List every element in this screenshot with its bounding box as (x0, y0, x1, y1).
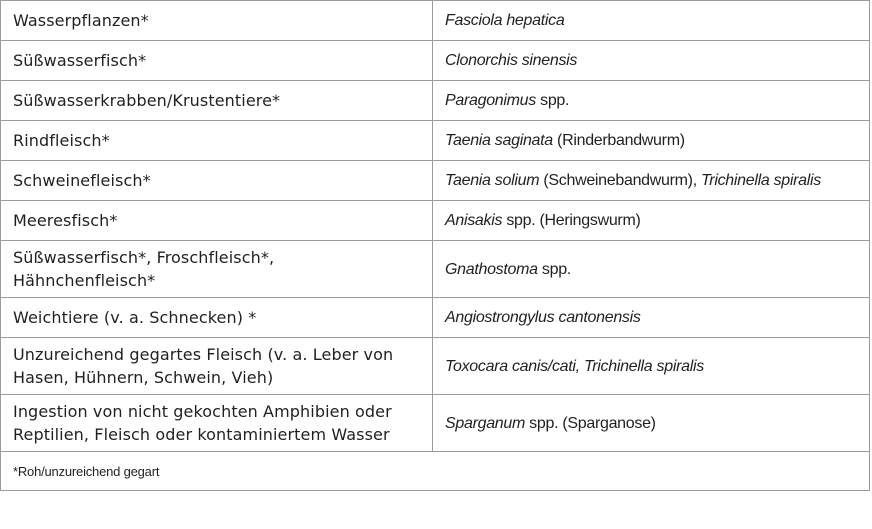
pathogen-cell (433, 338, 870, 395)
pathogen-part: Gnathostoma (445, 260, 538, 278)
pathogen-part: (Rinderbandwurm) (552, 132, 685, 149)
table-row (1, 41, 870, 81)
pathogen-cell (433, 81, 870, 121)
table-row (1, 81, 870, 121)
pathogen-cell (433, 41, 870, 81)
source-cell: Meeresfisch* (1, 201, 433, 241)
pathogen-part: spp. (537, 260, 571, 278)
pathogen-part: Trichinella spiralis (701, 172, 821, 189)
pathogen-part: Angiostrongylus cantonensis (445, 309, 641, 326)
pathogen-cell (433, 161, 870, 201)
pathogen-cell (433, 395, 870, 452)
table-row (1, 241, 870, 298)
table-row (1, 161, 870, 201)
pathogen-cell (433, 298, 870, 338)
source-cell: Unzureichend gegartes Fleisch (v. a. Leber von Hasen, Hühnern, Schwein, Vieh) (1, 338, 433, 395)
table-row (1, 1, 870, 41)
pathogen-cell (433, 241, 870, 298)
source-cell: Wasserpflanzen* (1, 1, 433, 41)
table-row (1, 395, 870, 452)
pathogen-part: Taenia saginata (445, 132, 553, 149)
pathogen-cell (433, 201, 870, 241)
table-row (1, 298, 870, 338)
source-cell: Süßwasserfisch* (1, 41, 433, 81)
pathogen-part: Taenia solium (445, 172, 540, 189)
footnote-row (1, 452, 870, 491)
table-row (1, 121, 870, 161)
pathogen-part: Toxocara canis/cati, Trichinella spiralis (445, 357, 704, 375)
pathogen-part: Clonorchis sinensis (445, 52, 578, 69)
source-cell: Weichtiere (v. a. Schnecken) * (1, 298, 433, 338)
pathogen-part: spp. (Sparganose) (525, 414, 656, 432)
pathogen-part: spp. (535, 92, 570, 109)
source-cell: Schweinefleisch* (1, 161, 433, 201)
table-row (1, 201, 870, 241)
pathogen-part: Fasciola hepatica (445, 12, 565, 29)
pathogen-part: spp. (Heringswurm) (502, 212, 641, 229)
table-row (1, 338, 870, 395)
source-cell: Rindfleisch* (1, 121, 433, 161)
pathogen-cell (433, 121, 870, 161)
footnote: *Roh/unzureichend gegart (1, 452, 870, 491)
pathogen-part: Sparganum (445, 414, 526, 432)
pathogen-cell (433, 1, 870, 41)
pathogen-part: (Schweinebandwurm), (539, 172, 702, 189)
pathogen-part: Paragonimus (445, 92, 536, 109)
pathogen-part: Anisakis (445, 212, 503, 229)
source-cell: Ingestion von nicht gekochten Amphibien oder Reptilien, Fleisch oder kontaminiertem Wasser (1, 395, 433, 452)
source-cell: Süßwasserkrabben/Krustentiere* (1, 81, 433, 121)
source-cell: Süßwasserfisch*, Froschfleisch*, Hähnchenfleisch* (1, 241, 433, 298)
